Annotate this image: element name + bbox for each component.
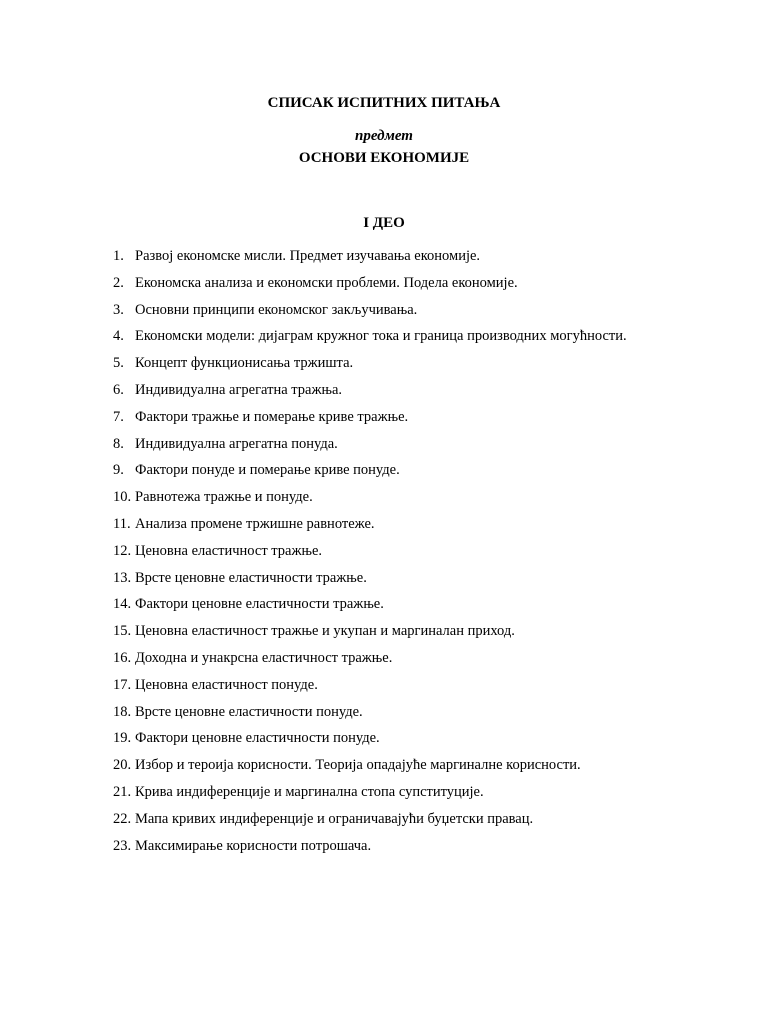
question-number: 4. [113, 328, 124, 345]
question-item [113, 273, 733, 300]
question-item [113, 434, 733, 461]
question-text: Максимирање корисности потрошача. [135, 837, 372, 854]
question-number: 16. [113, 649, 132, 666]
question-text: Концепт функционисања тржишта. [135, 355, 354, 372]
question-number: 3. [113, 301, 124, 318]
question-item [113, 809, 733, 836]
question-number: 15. [113, 623, 132, 640]
question-number: 9. [113, 462, 124, 479]
question-item [113, 514, 733, 541]
question-number: 21. [113, 783, 132, 800]
question-text: Фактори ценовне еластичности понуде. [135, 730, 380, 747]
question-item [113, 621, 733, 648]
question-item [113, 728, 733, 755]
question-number: 22. [113, 810, 132, 827]
question-list [113, 246, 733, 862]
question-item [113, 782, 733, 809]
question-item [113, 836, 733, 863]
question-number: 8. [113, 435, 124, 452]
question-text: Анализа промене тржишне равнотеже. [135, 515, 375, 532]
question-item [113, 246, 733, 273]
question-number: 19. [113, 730, 132, 747]
question-text: Ценовна еластичност тражње. [135, 542, 323, 559]
question-number: 7. [113, 408, 124, 425]
question-number: 12. [113, 542, 132, 559]
question-item [113, 460, 733, 487]
question-item [113, 326, 733, 353]
section-heading: I ДЕО [363, 215, 405, 231]
question-text: Економски модели: дијаграм кружног тока и граница производних могућности. [135, 328, 627, 345]
question-number: 18. [113, 703, 132, 720]
question-text: Индивидуална агрегатна понуда. [135, 435, 338, 452]
question-text: Избор и тероија корисности. Теорија опадајуће маргиналне корисности. [135, 757, 581, 774]
question-text: Економска анализа и економски проблеми. Подела економије. [135, 274, 518, 291]
question-number: 5. [113, 355, 124, 372]
question-text: Индивидуална агрегатна тражња. [135, 381, 343, 398]
subject-name: ОСНОВИ ЕКОНОМИЈЕ [298, 150, 470, 166]
question-item [113, 594, 733, 621]
question-number: 20. [113, 757, 132, 774]
question-text: Фактори тражње и померање криве тражње. [135, 408, 409, 425]
question-item [113, 380, 733, 407]
question-text: Доходна и унакрсна еластичност тражње. [135, 649, 393, 666]
question-number: 1. [113, 248, 124, 264]
question-text: Врсте ценовне еластичности понуде. [135, 703, 363, 720]
question-item [113, 353, 733, 380]
subject-label: предмет [355, 128, 413, 144]
question-number: 11. [113, 515, 131, 532]
question-text: Равнотежа тражње и понуде. [135, 489, 313, 506]
question-text: Врсте ценовне еластичности тражње. [135, 569, 367, 586]
question-text: Мапа кривих индиференције и ограничавајући буџетски правац. [135, 810, 534, 827]
question-item [113, 702, 733, 729]
question-text: Фактори понуде и померање криве понуде. [135, 462, 400, 479]
question-text: Крива индиференције и маргинална стопа супституције. [135, 783, 484, 800]
question-text: Развој економске мисли. Предмет изучавања економије. [135, 248, 481, 264]
question-item [113, 541, 733, 568]
question-number: 14. [113, 596, 132, 613]
question-number: 13. [113, 569, 132, 586]
question-number: 10. [113, 489, 132, 506]
question-number: 23. [113, 837, 132, 854]
question-item [113, 675, 733, 702]
question-item [113, 300, 733, 327]
question-item [113, 487, 733, 514]
document-title: СПИСАК ИСПИТНИХ ПИТАЊА [267, 95, 501, 111]
question-item [113, 648, 733, 675]
question-number: 6. [113, 381, 124, 398]
question-item [113, 568, 733, 595]
question-item [113, 407, 733, 434]
question-text: Ценовна еластичност понуде. [135, 676, 318, 693]
question-item [113, 755, 733, 782]
question-text: Ценовна еластичност тражње и укупан и маргиналан приход. [135, 623, 515, 640]
question-number: 17. [113, 676, 132, 693]
question-number: 2. [113, 274, 124, 291]
question-text: Основни принципи економског закључивања. [135, 301, 418, 318]
question-text: Фактори ценовне еластичности тражње. [135, 596, 384, 613]
